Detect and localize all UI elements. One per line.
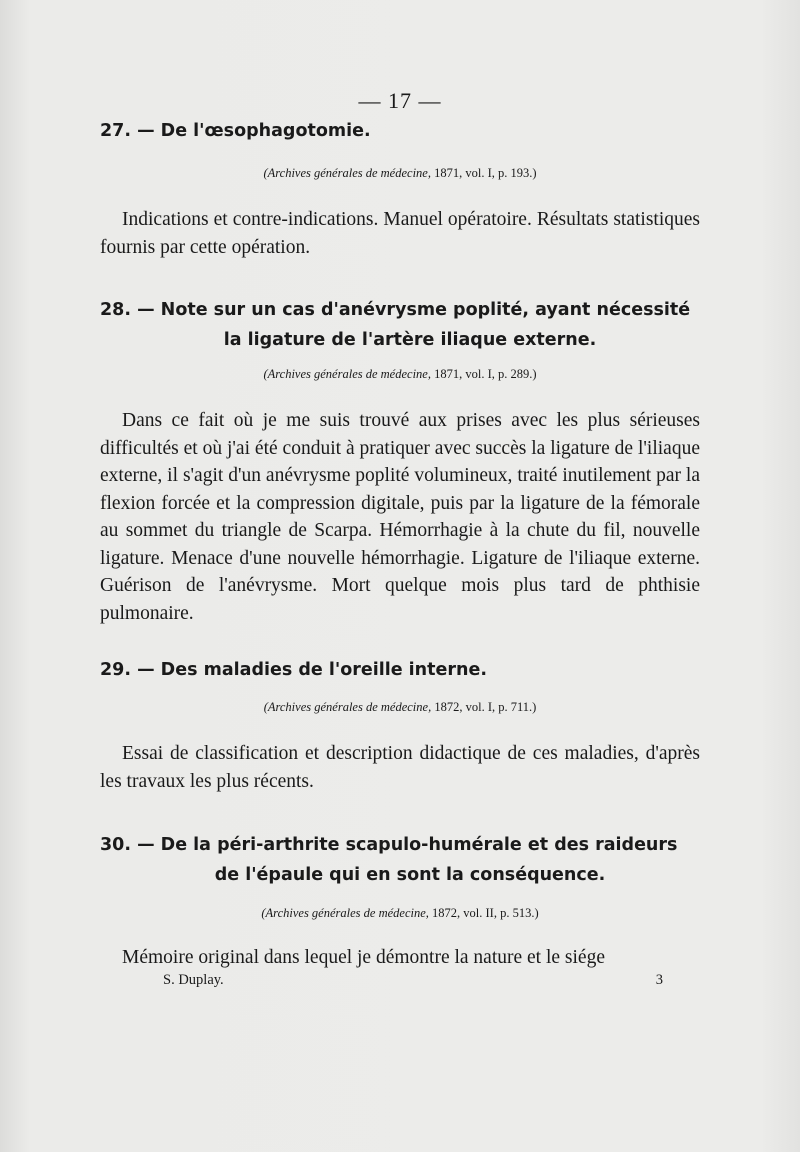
entry-30-heading-line2: de l'épaule qui en sont la conséquence. bbox=[214, 865, 606, 885]
citation-details: 1872, vol. II, p. 513.) bbox=[428, 906, 539, 920]
citation-details: 1871, vol. I, p. 193.) bbox=[430, 166, 537, 180]
entry-27-body: Indications et contre-indications. Manuel opératoire. Résultats statistiques fournis par cette opération. bbox=[100, 209, 700, 258]
page-number: — 17 — bbox=[358, 88, 442, 113]
citation-journal: (Archives générales de médecine, bbox=[263, 166, 431, 180]
entry-29-heading: 29. — Des maladies de l'oreille interne. bbox=[100, 660, 487, 680]
sheet-number: 3 bbox=[655, 972, 663, 988]
entry-30-body: Mémoire original dans lequel je démontre la nature et le siége bbox=[122, 947, 605, 968]
citation-details: 1871, vol. I, p. 289.) bbox=[430, 367, 537, 381]
entry-30-heading bbox=[100, 830, 720, 890]
entry-28-heading-line2: la ligature de l'artère iliaque externe. bbox=[223, 330, 597, 350]
entry-28-citation bbox=[100, 367, 700, 382]
author-signature: S. Duplay. bbox=[163, 972, 224, 988]
entry-29-body: Essai de classification et description didactique de ces maladies, d'après les travaux les plus récents. bbox=[100, 743, 700, 792]
entry-27-heading: 27. — De l'œsophagotomie. bbox=[100, 121, 371, 141]
entry-27-citation bbox=[100, 166, 700, 181]
entry-30-citation bbox=[100, 906, 700, 921]
citation-journal: (Archives générales de médecine, bbox=[263, 700, 432, 714]
entry-30-heading-line1: 30. — De la péri-arthrite scapulo-humérale et des raideurs bbox=[100, 835, 678, 855]
entry-29-citation bbox=[100, 700, 700, 715]
citation-details: 1872, vol. I, p. 711.) bbox=[431, 700, 537, 714]
entry-28-body: Dans ce fait où je me suis trouvé aux prises avec les plus sérieuses difficultés et où j'ai été conduit à pratiquer avec succès la ligature de l'iliaque externe, il s'agit d'un anévrysme poplité volumineux, traité inutilement par la flexion forcée et la compression digitale, puis par la ligature de la fémorale au sommet du triangle de Scarpa. Hémorrhagie à la chute du fil, nouvelle ligature. Menace d'une nouvelle hémorrhagie. Ligature de l'iliaque externe. Guérison de l'anévrysme. Mort quelque mois plus tard de phthisie pulmonaire. bbox=[100, 410, 700, 624]
page-footer bbox=[163, 972, 663, 989]
citation-journal: (Archives générales de médecine, bbox=[261, 906, 429, 920]
citation-journal: (Archives générales de médecine, bbox=[263, 367, 431, 381]
entry-28-heading-line1: 28. — Note sur un cas d'anévrysme poplité, ayant nécessité bbox=[100, 300, 691, 320]
entry-28-heading bbox=[100, 295, 720, 355]
